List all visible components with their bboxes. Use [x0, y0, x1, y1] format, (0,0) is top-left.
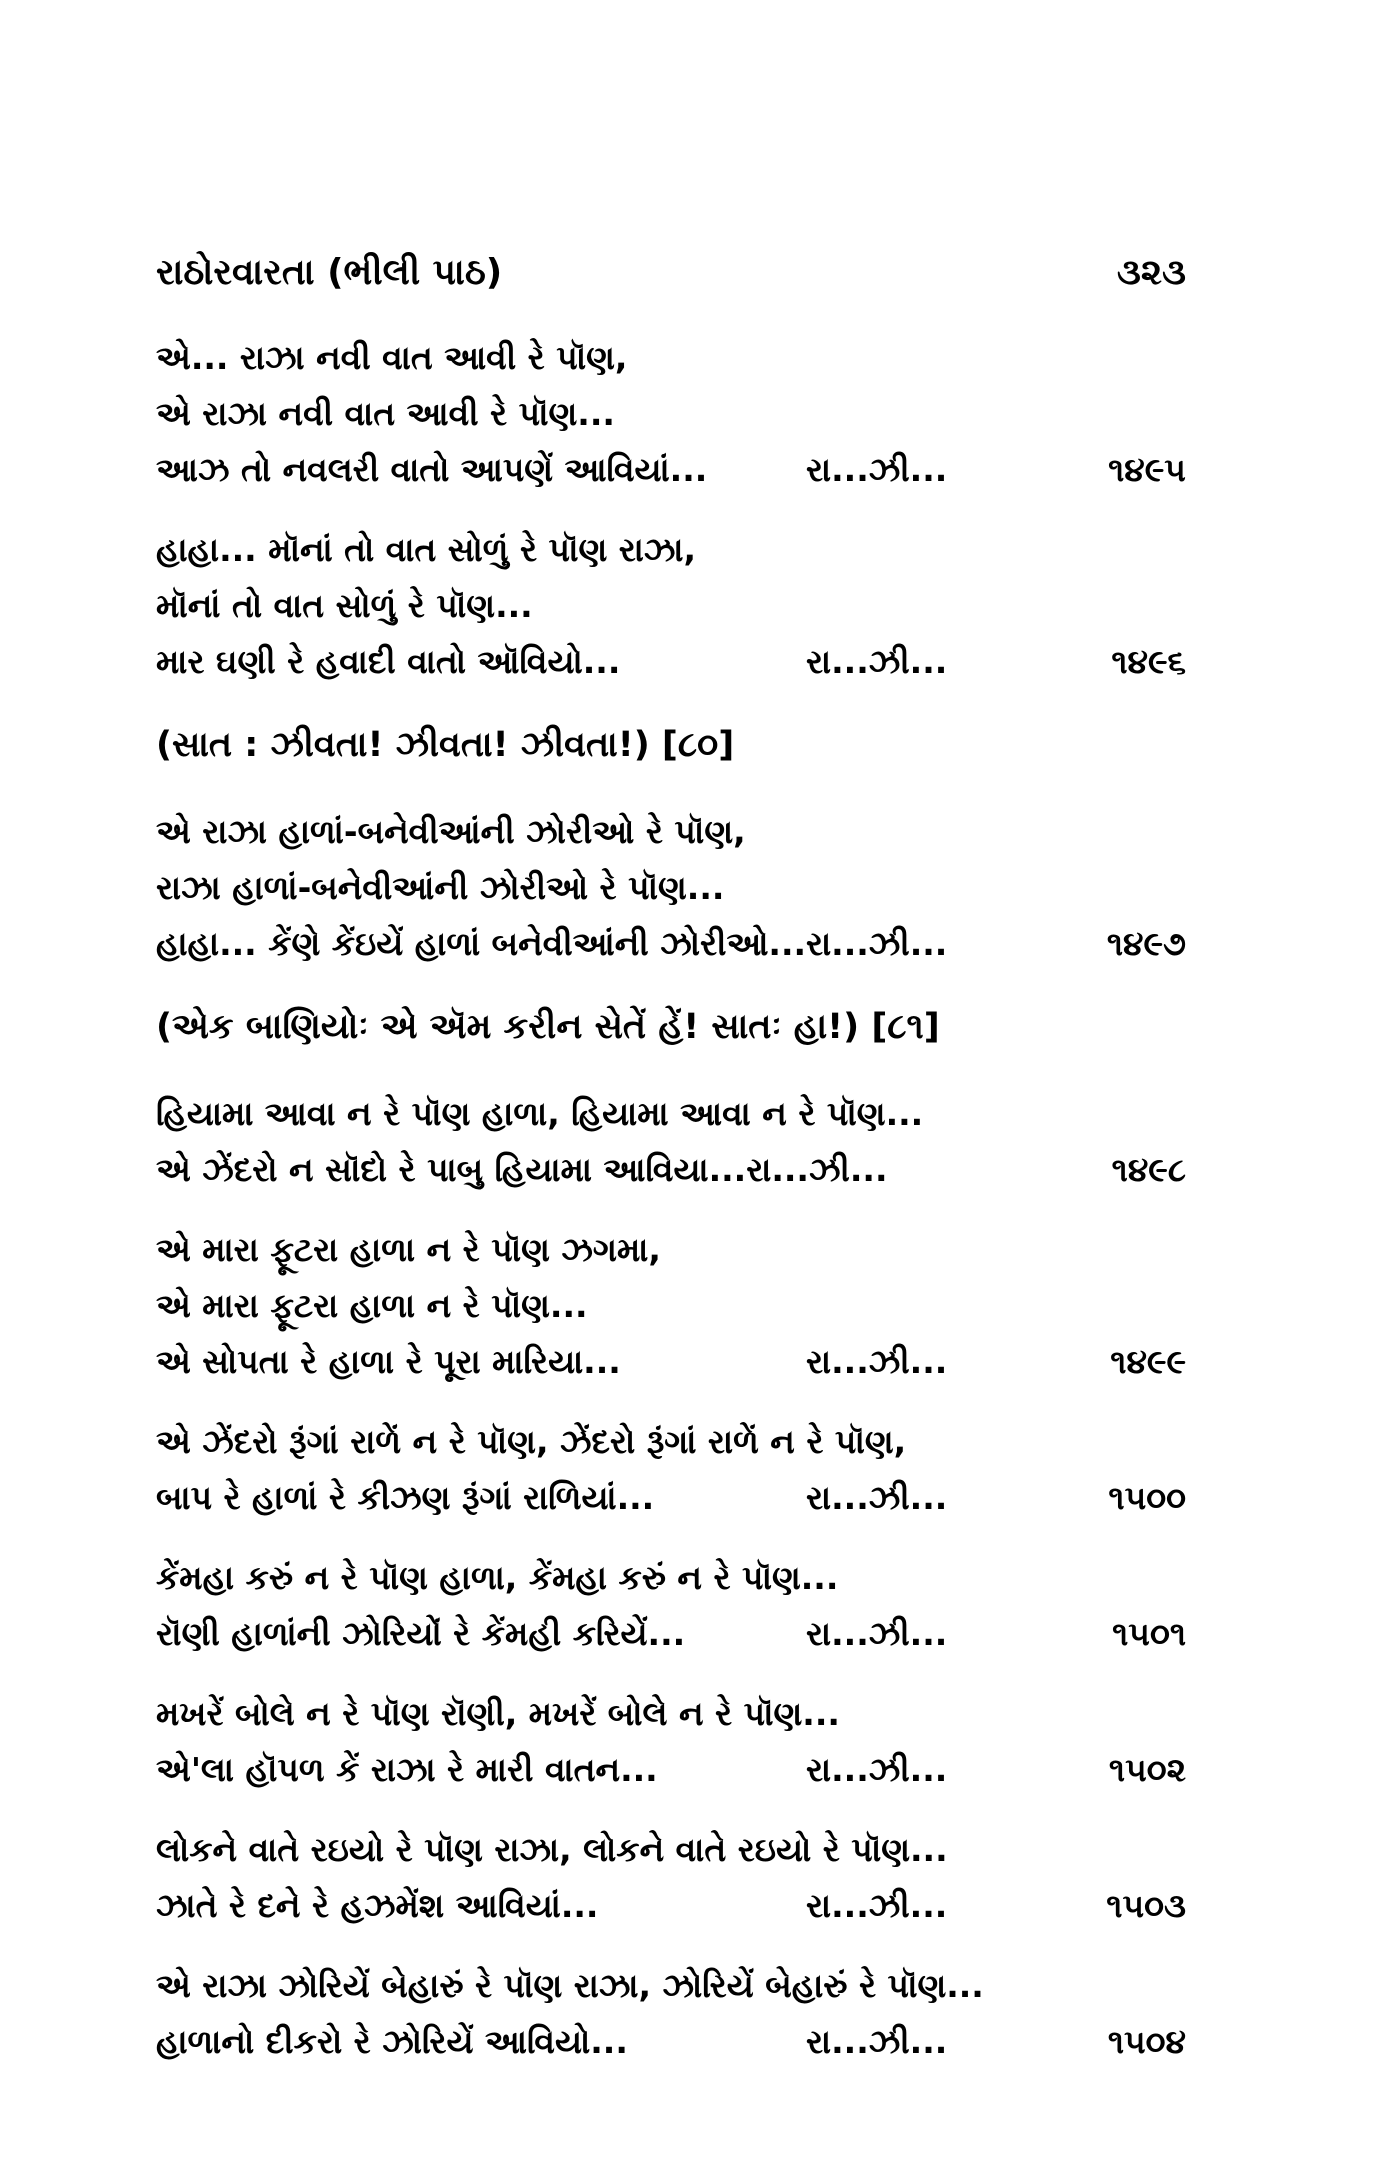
stanza [156, 522, 1186, 690]
verse-text: માર ઘણી રે હવાદી વાતો ઑવિયો... [156, 642, 621, 681]
stanza [156, 330, 1186, 498]
stage-note: (એક બાણિયોઃ એ ઍમ કરીન સેતેં હેં! સાતઃ હા!) [૮૧] [156, 1007, 940, 1047]
verse-body [156, 330, 1186, 2094]
verse-text: રાઝા હાળાં-બનેવીઆંની ઝોરીઓ રે પૉણ... [156, 868, 725, 907]
verse-text: મખરેં બોલે ન રે પૉણ રૉણી, મખરેં બોલે ન રે પૉણ... [156, 1694, 840, 1733]
verse-number: ૧૫૦૪ [1107, 2022, 1186, 2061]
verse-text: ઝાતે રે દને રે હઝમેંશ આવિયાં... [156, 1886, 599, 1925]
verse-number: ૧૫૦૧ [1112, 1614, 1186, 1653]
verse-text: હિયામા આવા ન રે પૉણ હાળા, હિયામા આવા ન રે પૉણ... [156, 1094, 924, 1133]
verse-line [156, 386, 1186, 442]
stanza [156, 1958, 1186, 2070]
verse-text: મૉનાં તો વાત સોળું રે પૉણ... [156, 586, 533, 625]
verse-line [156, 1086, 1186, 1142]
verse-text: એ રાઝા નવી વાત આવી રે પૉણ... [156, 394, 615, 433]
verse-line [156, 1958, 1186, 2014]
verse-number: ૧૫૦૨ [1108, 1750, 1186, 1789]
verse-line [156, 1334, 1186, 1390]
verse-number: ૧૪૯૯ [1110, 1342, 1186, 1381]
verse-text: આઝ તો નવલરી વાતો આપણેં આવિયાં... [156, 450, 708, 489]
stanza [156, 804, 1186, 972]
verse-line [156, 1414, 1186, 1470]
verse-line [156, 1278, 1186, 1334]
running-title: રાઠોરવારતા (ભીલી પાઠ) [156, 252, 503, 293]
refrain: રા...ઝી... [806, 450, 948, 489]
verse-text: કેંમહા કરું ન રે પૉણ હાળા, કેંમહા કરું ન રે પૉણ... [156, 1558, 839, 1597]
page-number: ૩૨૩ [1116, 252, 1186, 293]
verse-number: ૧૪૯૮ [1111, 1150, 1186, 1189]
verse-line [156, 634, 1186, 690]
verse-line [156, 1878, 1186, 1934]
verse-line [156, 522, 1186, 578]
verse-number: ૧૪૯૭ [1106, 924, 1186, 963]
verse-text: હાળાનો દીકરો રે ઝોરિયેં આવિયો... [156, 2022, 628, 2061]
refrain: રા...ઝી... [806, 1342, 948, 1381]
stanza [156, 1686, 1186, 1798]
verse-line [156, 1686, 1186, 1742]
verse-text: એ... રાઝા નવી વાત આવી રે પૉણ, [156, 338, 628, 377]
verse-text: એ'લા હૉપળ કેં રાઝા રે મારી વાતન... [156, 1750, 658, 1789]
refrain: રા...ઝી... [806, 1478, 948, 1517]
verse-text: હાહા... કેંણે કેંઇયેં હાળાં બનેવીઆંની ઝોરીઓ...રા...ઝી... [156, 924, 948, 963]
verse-text: એ ઝેંદરો રૂંગાં રાળેં ન રે પૉણ, ઝેંદરો રૂંગાં રાળેં ન રે પૉણ, [156, 1422, 907, 1461]
verse-text: એ રાઝા ઝોરિયેં બેહારું રે પૉણ રાઝા, ઝોરિયેં બેહારું રે પૉણ... [156, 1966, 984, 2005]
verse-text: એ ઝેંદરો ન સૉદો રે પાબુ હિયામા આવિયા...રા...ઝી... [156, 1150, 888, 1189]
refrain: રા...ઝી... [806, 642, 948, 681]
verse-line [156, 804, 1186, 860]
refrain: રા...ઝી... [806, 1750, 948, 1789]
verse-number: ૧૪૯૫ [1108, 450, 1186, 489]
verse-line [156, 2014, 1186, 2070]
stanza [156, 1222, 1186, 1390]
verse-text: એ સોપતા રે હાળા રે પૂરા મારિયા... [156, 1342, 621, 1381]
verse-line [156, 1550, 1186, 1606]
verse-line [156, 1222, 1186, 1278]
refrain: રા...ઝી... [806, 1886, 948, 1925]
verse-text: એ મારા ફૂટરા હાળા ન રે પૉણ ઝગમા, [156, 1230, 661, 1269]
verse-line [156, 916, 1186, 972]
refrain: રા...ઝી... [806, 1614, 948, 1653]
verse-line [156, 1470, 1186, 1526]
refrain: રા...ઝી... [806, 2022, 948, 2061]
verse-line [156, 442, 1186, 498]
stanza [156, 1550, 1186, 1662]
verse-line [156, 860, 1186, 916]
verse-number: ૧૪૯૬ [1111, 642, 1186, 681]
verse-number: ૧૫૦૦ [1108, 1478, 1186, 1517]
verse-line [156, 578, 1186, 634]
stage-note: (સાત : ઝીવતા! ઝીવતા! ઝીવતા!) [૮૦] [156, 725, 735, 765]
verse-text: રૉણી હાળાંની ઝોરિયોં રે કેંમહી કરિયેં... [156, 1614, 686, 1653]
verse-line [156, 1142, 1186, 1198]
verse-line [156, 1822, 1186, 1878]
verse-text: લોકને વાતે રઇયો રે પૉણ રાઝા, લોકને વાતે રઇયો રે પૉણ... [156, 1830, 948, 1869]
verse-line [156, 1742, 1186, 1798]
verse-text: હાહા... મૉનાં તો વાત સોળું રે પૉણ રાઝા, [156, 530, 696, 569]
stanza [156, 1086, 1186, 1198]
verse-number: ૧૫૦૩ [1106, 1886, 1186, 1925]
verse-line [156, 1606, 1186, 1662]
verse-text: એ રાઝા હાળાં-બનેવીઆંની ઝોરીઓ રે પૉણ, [156, 812, 746, 851]
running-header [156, 248, 1186, 298]
verse-text: બાપ રે હાળાં રે કીઝણ રૂંગાં રાળિયાં... [156, 1478, 655, 1517]
verse-line [156, 330, 1186, 386]
stanza [156, 1414, 1186, 1526]
stanza [156, 1822, 1186, 1934]
verse-text: એ મારા ફૂટરા હાળા ન રે પૉણ... [156, 1286, 588, 1325]
